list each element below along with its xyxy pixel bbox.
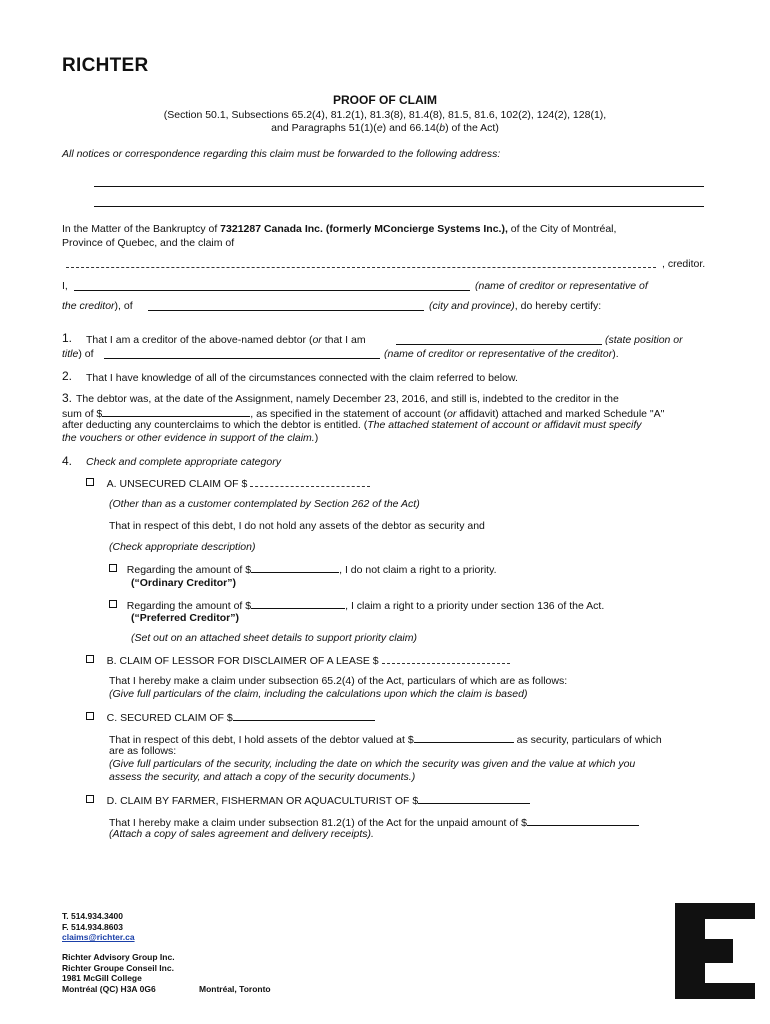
preferred-amount-field[interactable]	[251, 598, 345, 609]
footer-contact	[62, 911, 135, 943]
section-d-text: That I hereby make a claim under subsection 81.2(1) of the Act for the unpaid amount of $	[109, 815, 639, 830]
notice-text: All notices or correspondence regarding this claim must be forwarded to the following address:	[62, 148, 501, 160]
ordinary-row: Regarding the amount of $ , I do not claim a right to a priority.	[109, 562, 496, 577]
checkbox-icon[interactable]	[109, 564, 117, 572]
item-1-number: 1.	[62, 331, 73, 345]
footer-email-link[interactable]: claims@richter.ca	[62, 932, 135, 942]
section-a-text: That in respect of this debt, I do not hold any assets of the debtor as security and	[109, 520, 485, 532]
item-3-line-1: The debtor was, at the date of the Assignment, namely December 23, 2016, and still is, indebted to the creditor in the	[76, 393, 619, 405]
lessor-amount-field[interactable]	[382, 654, 510, 664]
page-subtitle	[60, 109, 710, 135]
item-3-number: 3.	[62, 391, 73, 405]
priority-note: (Set out on an attached sheet details to support priority claim)	[131, 632, 417, 644]
item-4-text: Check and complete appropriate category	[86, 456, 281, 468]
section-b-row: B. CLAIM OF LESSOR FOR DISCLAIMER OF A LEASE $	[86, 654, 510, 668]
item-3-line-2: sum of $ , as specified in the statement of account (or affidavit) attached and marked Schedule "A"	[62, 408, 665, 420]
matter-line-2: Province of Quebec, and the claim of	[62, 237, 235, 249]
section-a-row: A. UNSECURED CLAIM OF $	[86, 477, 370, 491]
item-3-line-3: after deducting any counterclaims to which the debtor is entitled. (The attached statement of account or affidavit must specify	[62, 419, 642, 431]
preferred-creditor-label: (“Preferred Creditor”)	[131, 612, 239, 624]
item-2-text: That I have knowledge of all of the circumstances connected with the claim referred to below.	[86, 372, 518, 384]
footer-company-2: Richter Groupe Conseil Inc.	[62, 962, 174, 973]
assets-value-field[interactable]	[414, 732, 514, 743]
checkbox-icon[interactable]	[109, 600, 117, 608]
item-4-number: 4.	[62, 454, 73, 468]
item-1-title: title) of	[62, 348, 94, 360]
page-title: PROOF OF CLAIM	[333, 93, 437, 107]
i-label: I,	[62, 280, 68, 292]
preferred-row: Regarding the amount of $ , I claim a right to a priority under section 136 of the Act.	[109, 598, 604, 613]
item-2-number: 2.	[62, 369, 73, 383]
matter-line-1: In the Matter of the Bankruptcy of 7321287 Canada Inc. (formerly MConcierge Systems Inc.), of the City of Montréal,	[62, 223, 617, 235]
city-field[interactable]	[148, 310, 424, 311]
footer-company-1: Richter Advisory Group Inc.	[62, 952, 175, 962]
checkbox-icon[interactable]	[86, 795, 94, 803]
footer-phone: T. 514.934.3400	[62, 911, 123, 921]
item-1-text: That I am a creditor of the above-named debtor (or that I am	[86, 334, 366, 346]
section-d-note: (Attach a copy of sales agreement and delivery receipts).	[109, 828, 374, 840]
checkbox-icon[interactable]	[86, 478, 94, 486]
farmer-amount-field[interactable]	[418, 793, 530, 804]
section-c-note-1: (Give full particulars of the security, including the date on which the security was given and the value at which you	[109, 758, 636, 770]
section-a-check-desc: (Check appropriate description)	[109, 541, 256, 553]
creditor-of-field[interactable]	[104, 358, 380, 359]
item-3-line-4: the vouchers or other evidence in support of the claim.)	[62, 432, 319, 444]
section-c-text: That in respect of this debt, I hold assets of the debtor valued at $ as security, particulars of which	[109, 734, 662, 746]
item-1-hint2: (name of creditor or representative of the creditor).	[384, 348, 619, 360]
richter-e-mark-icon	[675, 903, 755, 999]
section-c-note-2: assess the security, and attach a copy of the security documents.)	[109, 771, 416, 783]
address-field-1[interactable]	[94, 186, 704, 187]
section-c-text-2: are as follows:	[109, 745, 177, 757]
section-b-text: That I hereby make a claim under subsection 65.2(4) of the Act, particulars of which are as follows:	[109, 675, 568, 687]
section-a-note: (Other than as a customer contemplated by Section 262 of the Act)	[109, 498, 420, 510]
footer-address	[62, 952, 175, 994]
subtitle-line-2: and Paragraphs 51(1)(e) and 66.14(b) of the Act)	[271, 122, 499, 134]
the-creditor-line: the creditor), of	[62, 300, 133, 312]
section-b-note: (Give full particulars of the claim, including the calculations upon which the claim is based)	[109, 688, 528, 700]
footer-city: Montréal (QC) H3A 0G6	[62, 983, 156, 994]
ordinary-amount-field[interactable]	[251, 562, 339, 573]
position-hint: (state position or	[605, 334, 683, 346]
section-c-row: C. SECURED CLAIM OF $	[86, 710, 375, 725]
footer-fax: F. 514.934.8603	[62, 921, 123, 932]
section-d-row: D. CLAIM BY FARMER, FISHERMAN OR AQUACULTURIST OF $	[86, 793, 530, 808]
checkbox-icon[interactable]	[86, 655, 94, 663]
creditor-name-field[interactable]	[66, 258, 656, 268]
unsecured-amount-field[interactable]	[250, 477, 370, 487]
subtitle-line-1: (Section 50.1, Subsections 65.2(4), 81.2(1), 81.3(8), 81.4(8), 81.5, 81.6, 102(2), 124(2), 128(1),	[163, 109, 607, 121]
richter-logo: RICHTER	[62, 55, 149, 76]
sum-field[interactable]	[102, 406, 250, 417]
creditor-label: , creditor.	[662, 258, 706, 270]
unpaid-amount-field[interactable]	[527, 815, 639, 826]
ordinary-creditor-label: (“Ordinary Creditor”)	[131, 577, 237, 589]
footer-offices: Montréal, Toronto	[199, 984, 271, 994]
certify-line: (city and province), do hereby certify:	[429, 300, 602, 312]
secured-amount-field[interactable]	[233, 710, 375, 721]
representative-name-field[interactable]	[74, 290, 470, 291]
checkbox-icon[interactable]	[86, 712, 94, 720]
address-field-2[interactable]	[94, 206, 704, 207]
position-field[interactable]	[396, 344, 602, 345]
name-hint: (name of creditor or representative of	[475, 280, 648, 292]
footer-street: 1981 McGill College	[62, 973, 142, 983]
